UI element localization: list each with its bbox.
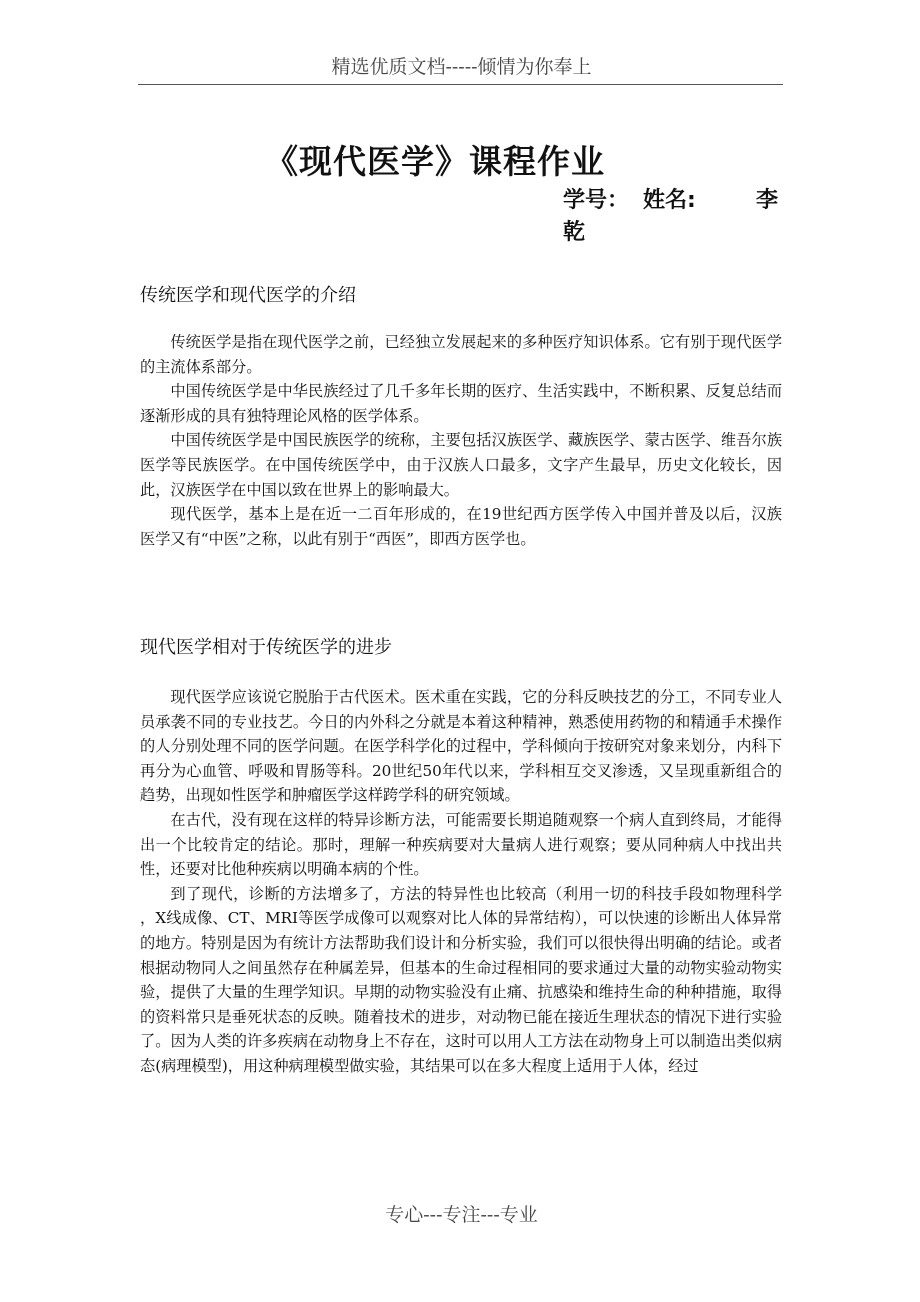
student-name-first: 李 xyxy=(755,188,778,213)
paragraph: 传统医学是指在现代医学之前，已经独立发展起来的多种医疗知识体系。它有别于现代医学的主流体系部分。 xyxy=(140,333,782,376)
paragraph: 在古代，没有现在这样的特异诊断方法，可能需要长期追随观察一个病人直到终局，才能得出一个比较肯定的结论。那时，理解一种疾病要对大量病人进行观察；要从同种病人中找出共性，还要对比他种疾病以明确本病的个性。 xyxy=(140,810,782,879)
document-title: 《现代医学》课程作业 xyxy=(265,142,605,181)
section-body-intro xyxy=(140,330,782,551)
paragraph: 现代医学，基本上是在近一二百年形成的，在19世纪西方医学传入中国并普及以后，汉族医学又有“中医”之称，以此有别于“西医”，即西方医学也。 xyxy=(140,505,782,548)
student-id-label: 学号： xyxy=(563,188,630,213)
header-divider xyxy=(138,84,783,85)
paragraph: 到了现代，诊断的方法增多了，方法的特异性也比较高（利用一切的科技手段如物理科学 ，X线成像、CT、MRI等医学成像可以观察对比人体的异常结构），可以快速的诊断出人体异常的地方。特别是因为有统计方法帮助我们设计和分析实验，我们可以很快得出明确的结论。或者根据动物同人之间虽然存在种属差异，但基本的生命过程相同的要求通过大量的动物实验动物实验，提供了大量的生理学知识。早期的动物实验没有止痛、抗感染和维持生命的种种措施，取得的资料常只是垂死状态的反映。随着技术的进步，对动物已能在接近生理状态的情况下进行实验了。因为人类的许多疾病在动物身上不存在，这时可以用人工方法在动物身上可以制造出类似病态(病理模型)，用这种病理模型做实验，其结果可以在多大程度上适用于人体，经过 xyxy=(140,884,782,1075)
student-info xyxy=(563,185,778,249)
section-heading-intro: 传统医学和现代医学的介绍 xyxy=(140,285,356,306)
page-header: 精选优质文档-----倾情为你奉上 xyxy=(331,56,592,78)
page-footer: 专心---专注---专业 xyxy=(385,1204,538,1226)
paragraph: 中国传统医学是中华民族经过了几千多年长期的医疗、生活实践中，不断积累、反复总结而逐渐形成的具有独特理论风格的医学体系。 xyxy=(140,382,782,425)
paragraph: 中国传统医学是中国民族医学的统称，主要包括汉族医学、藏族医学、蒙古医学、维吾尔族医学等民族医学。在中国传统医学中，由于汉族人口最多，文字产生最早，历史文化较长，因此，汉族医学在中国以致在世界上的影响最大。 xyxy=(140,431,782,499)
section-body-progress xyxy=(140,685,782,1079)
section-heading-progress: 现代医学相对于传统医学的进步 xyxy=(140,637,392,658)
paragraph: 现代医学应该说它脱胎于古代医术。医术重在实践，它的分科反映技艺的分工，不同专业人员承袭不同的专业技艺。今日的内外科之分就是本着这种精神，熟悉使用药物的和精通手术操作的人分别处理不同的医学问题。在医学科学化的过程中，学科倾向于按研究对象来划分，内科下再分为心血管、呼吸和胃肠等科。20世纪50年代以来，学科相互交叉渗透，又呈现重新组合的趋势，出现如性医学和肿瘤医学这样跨学科的研究领域。 xyxy=(140,688,782,805)
student-name-label: 姓名: xyxy=(643,188,696,213)
student-name-second: 乾 xyxy=(563,220,586,245)
